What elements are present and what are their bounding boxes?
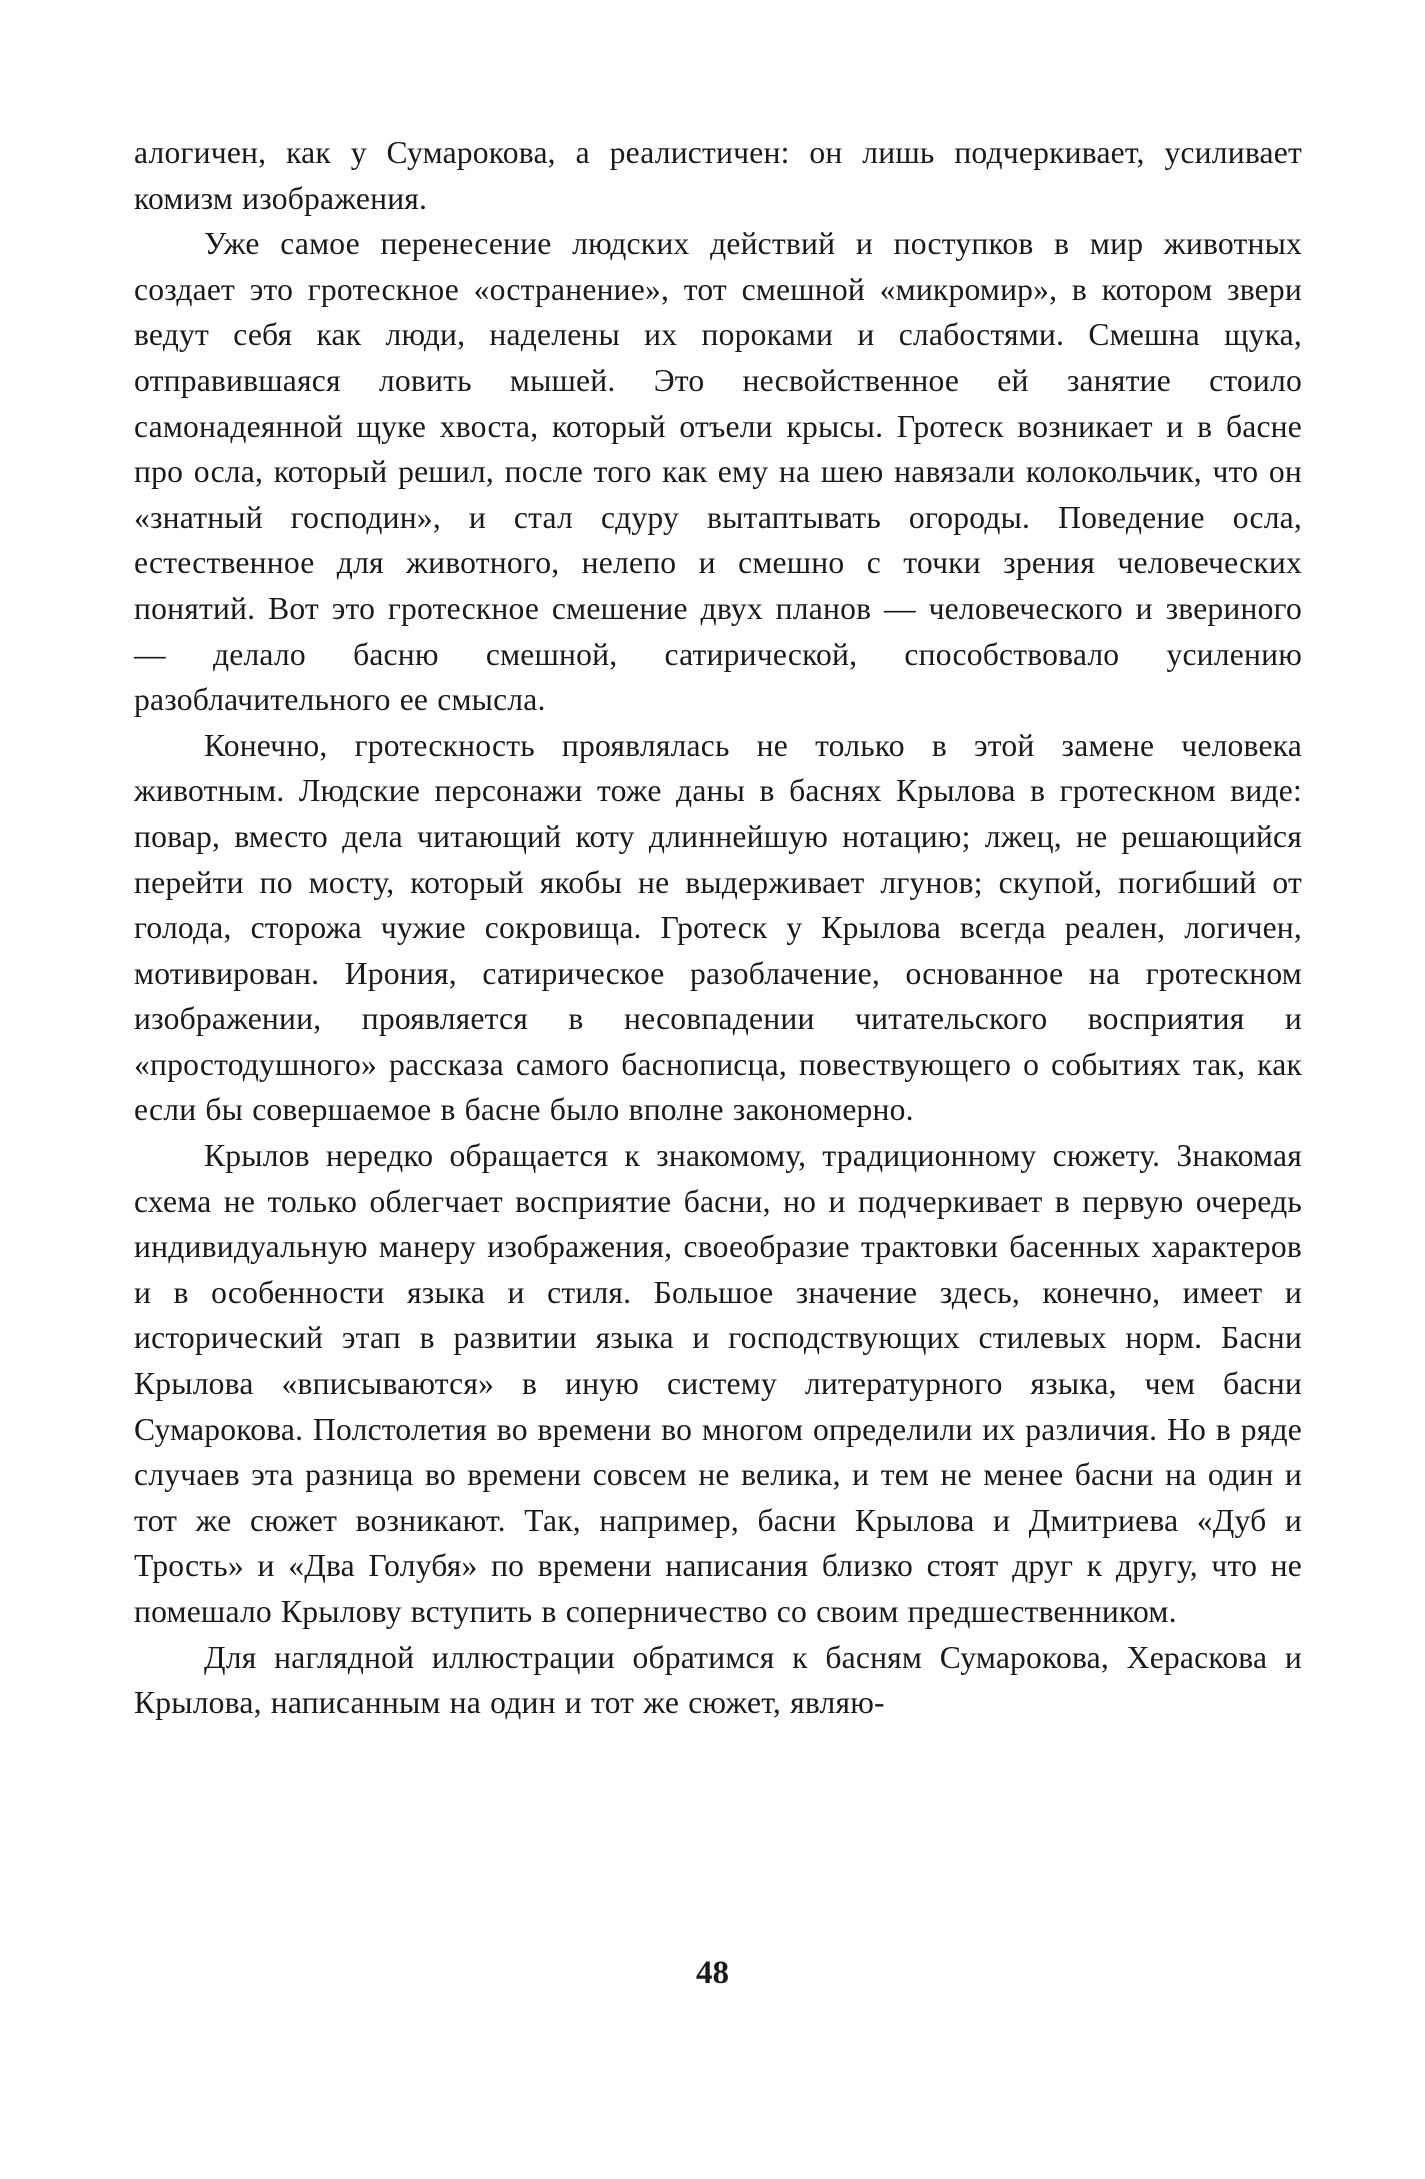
paragraph-traditional-plot: Крылов нередко обращается к знакомому, традиционному сюжету. Знакомая схема не только облегчает восприятие басни, но и подчеркивает в первую очередь индивидуальную манеру изображения, своеобразие трактовки басенных характеров и в особенности языка и стиля. Большое значение здесь, конечно, имеет и исторический этап в развитии языка и господствующих стилевых норм. Басни Крылова «вписываются» в иную систему литературного языка, чем басни Сумарокова. Полстолетия во времени во многом определили их различия. Но в ряде случаев эта разница во времени совсем не велика, и тем не менее басни на один и тот же сюжет возникают. Так, например, басни Крылова и Дмитриева «Дуб и Трость» и «Два Голубя» по времени написания близко стоят друг к другу, что не помешало Крылову вступить в соперничество со своим предшественником. <box>134 1138 1302 1629</box>
paragraph-grotesque-estrangement: Уже самое перенесение людских действий и поступков в мир животных создает это гротескное «остранение», тот смешной «микромир», в котором звери ведут себя как люди, наделены их пороками и слабостями. Смешна щука, отправившаяся ловить мышей. Это несвойственное ей занятие стоило самонадеянной щуке хвоста, который отъели крысы. Гротеск возникает и в басне про осла, который решил, после того как ему на шею навязали колокольчик, что он «знатный господин», и стал сдуру вытаптывать огороды. Поведение осла, естественное для животного, нелепо и смешно с точки зрения человеческих понятий. Вот это гротескное смешение двух планов — человеческого и звериного — делало басню смешной, сатирической, способствовало усилению разоблачительного ее смысла. <box>134 226 1302 718</box>
page-body-text <box>134 130 1302 1726</box>
paragraph-human-characters: Конечно, гротескность проявлялась не только в этой замене человека животным. Людские персонажи тоже даны в баснях Крылова в гротескном виде: повар, вместо дела читающий коту длиннейшую нотацию; лжец, не решающийся перейти по мосту, который якобы не выдерживает лгунов; скупой, погибший от голода, сторожа чужие сокровища. Гротеск у Крылова всегда реален, логичен, мотивирован. Ирония, сатирическое разоблачение, основанное на гротескном изображении, проявляется в несовпадении читательского восприятия и «простодушного» рассказа самого баснописца, повествующего о событиях так, как если бы совершаемое в басне было вполне закономерно. <box>134 727 1302 1128</box>
paragraph-continuation: алогичен, как у Сумарокова, а реалистичен: он лишь подчеркивает, усиливает комизм изображения. <box>134 135 1302 216</box>
page-number: 48 <box>696 1955 729 1991</box>
paragraph-illustration: Для наглядной иллюстрации обратимся к басням Сумарокова, Хераскова и Крылова, написанным на один и тот же сюжет, являю- <box>134 1639 1302 1721</box>
